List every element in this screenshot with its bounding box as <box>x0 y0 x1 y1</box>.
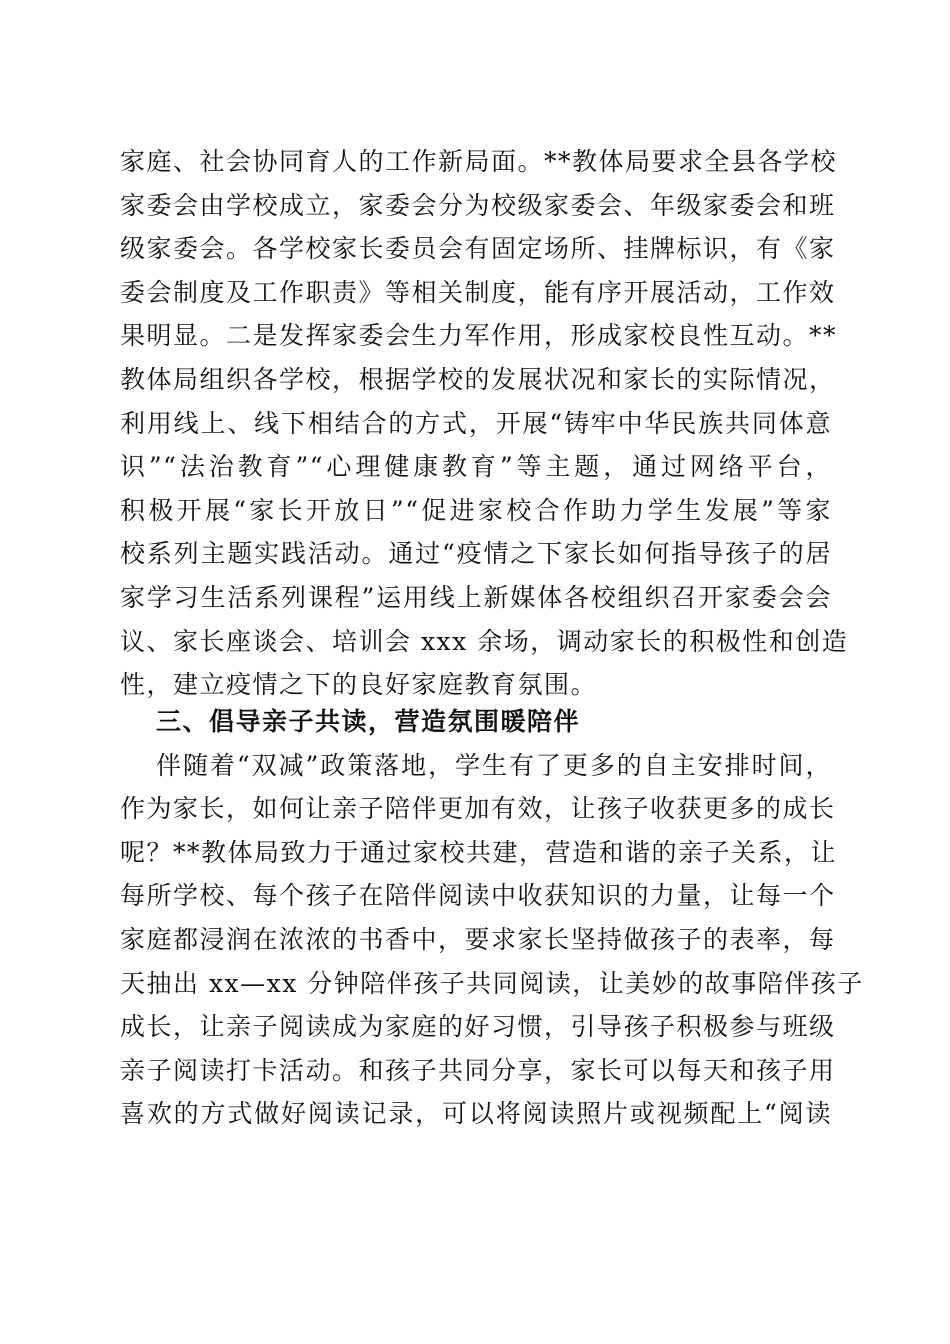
paragraph-line: 议、家长座谈会、培训会 xxx 余场，调动家长的积极性和创造 <box>120 626 849 656</box>
paragraph-1 <box>120 140 849 707</box>
paragraph-line: 利用线上、线下相结合的方式，开展“铸牢中华民族共同体意 <box>120 408 832 438</box>
paragraph-line: 亲子阅读打卡活动。和孩子共同分享，家长可以每天和孩子用 <box>120 1055 836 1085</box>
paragraph-line: 家庭、社会协同育人的工作新局面。**教体局要求全县各学校 <box>120 147 838 176</box>
paragraph-line: 委会制度及工作职责》等相关制度，能有序开展活动，工作效 <box>120 277 836 307</box>
paragraph-line: 级家委会。各学校家长委员会有固定场所、挂牌标识，有《家 <box>120 234 836 264</box>
paragraph-line: 识”“法治教育”“心理健康教育”等主题，通过网络平台， <box>120 452 832 482</box>
paragraph-line: 家委会由学校成立，家委会分为校级家委会、年级家委会和班 <box>120 190 836 220</box>
paragraph-line: 家庭都浸润在浓浓的书香中，要求家长坚持做孩子的表率，每 <box>120 924 836 954</box>
paragraph-line: 天抽出 xx—xx 分钟陪伴孩子共同阅读，让美妙的故事陪伴孩子 <box>120 968 864 998</box>
paragraph-line: 作为家长，如何让亲子陪伴更加有效，让孩子收获更多的成长 <box>120 794 836 824</box>
paragraph-2 <box>120 744 864 1136</box>
paragraph-line: 家学习生活系列课程”运用线上新媒体各校组织召开家委会会 <box>120 582 832 612</box>
paragraph-line: 喜欢的方式做好阅读记录，可以将阅读照片或视频配上“阅读 <box>120 1099 832 1129</box>
paragraph-line: 果明显。二是发挥家委会生力军作用，形成家校良性互动。** <box>120 321 838 351</box>
paragraph-line: 每所学校、每个孩子在陪伴阅读中收获知识的力量，让每一个 <box>120 881 836 911</box>
paragraph-line: 伴随着“双减”政策落地，学生有了更多的自主安排时间， <box>156 750 832 780</box>
paragraph-line: 性，建立疫情之下的良好家庭教育氛围。 <box>120 670 598 700</box>
paragraph-line: 呢？**教体局致力于通过家校共建，营造和谐的亲子关系，让 <box>120 837 838 867</box>
paragraph-line: 成长，让亲子阅读成为家庭的好习惯，引导孩子积极参与班级 <box>120 1012 836 1042</box>
section-heading: 三、倡导亲子共读，营造氛围暖陪伴 <box>156 707 581 736</box>
paragraph-line: 积极开展“家长开放日”“促进家校合作助力学生发展”等家 <box>120 495 832 525</box>
paragraph-line: 教体局组织各学校，根据学校的发展状况和家长的实际情况， <box>120 364 836 394</box>
paragraph-line: 校系列主题实践活动。通过“疫情之下家长如何指导孩子的居 <box>120 539 832 569</box>
